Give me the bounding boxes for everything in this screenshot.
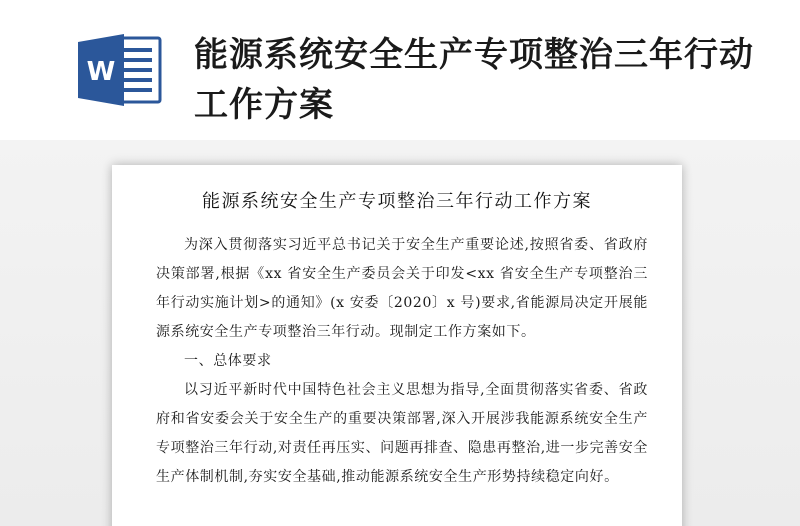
word-letter: W (86, 57, 116, 87)
document-heading: 能源系统安全生产专项整治三年行动工作方案 (202, 191, 592, 212)
section-heading: 一、总体要求 (184, 353, 272, 369)
document-body (156, 231, 648, 492)
paragraph-intro: 为深入贯彻落实习近平总书记关于安全生产重要论述,按照省委、省政府决策部署,根据《xx 省安全生产委员会关于印发<xx 省安全生产专项整治三年行动实施计划>的通知》(x 安委〔2020〕x 号)要求,省能源局决定开展能源系统安全生产专项整治三年行动。现制定工作方案如下。 (156, 237, 648, 340)
document-page[interactable] (112, 165, 682, 526)
paragraph-requirements: 以习近平新时代中国特色社会主义思想为指导,全面贯彻落实省委、省政府和省安委会关于安全生产的重要决策部署,深入开展涉我能源系统安全生产专项整治三年行动,对责任再压实、问题再排查、隐患再整治,进一步完善安全生产体制机制,夯实安全基础,推动能源系统安全生产形势持续稳定向好。 (156, 382, 648, 485)
page-title: 能源系统安全生产专项整治三年行动工作方案 (194, 35, 754, 125)
word-document-icon (76, 32, 164, 108)
page-header (0, 0, 800, 150)
